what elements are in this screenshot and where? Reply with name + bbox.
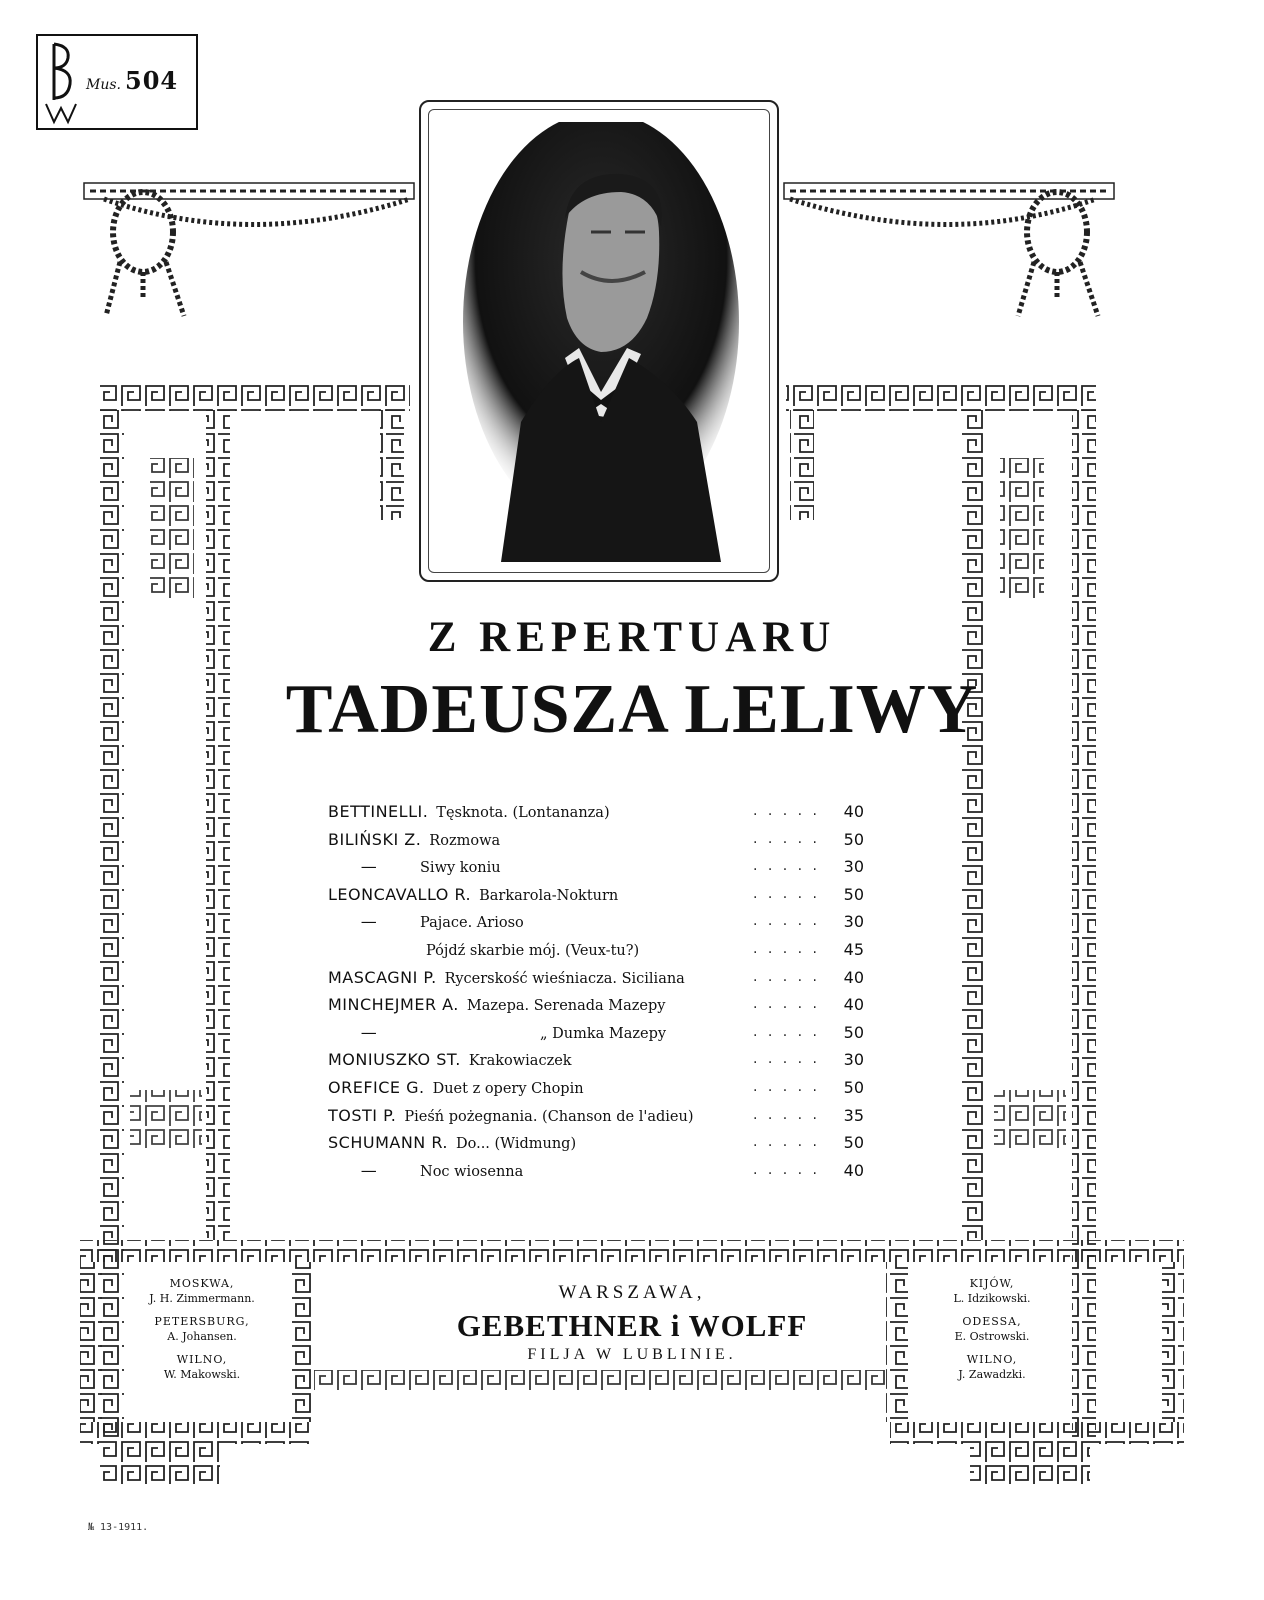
- leader-dots: . . . . .: [752, 940, 820, 957]
- composer-name: BILIŃSKI Z.: [328, 829, 422, 849]
- leader-dots: . . . . .: [752, 885, 820, 902]
- repertoire-row: [328, 1157, 868, 1185]
- work-title: Pajace. Arioso: [420, 915, 524, 932]
- leader-dots: . . . . .: [752, 858, 820, 875]
- leader-dots: . . . . .: [752, 1161, 820, 1178]
- work-title: Siwy koniu: [420, 860, 501, 877]
- work-title: Barkarola-Nokturn: [479, 887, 619, 904]
- agent-city: WILNO,: [966, 1353, 1018, 1366]
- repertoire-row: [328, 1046, 868, 1074]
- leader-dots: . . . . .: [752, 968, 820, 985]
- composer-name: MINCHEJMER A.: [328, 995, 459, 1015]
- agent-name: J. Zawadzki.: [958, 1368, 1026, 1381]
- agent-name: W. Makowski.: [163, 1368, 241, 1381]
- composer-name: —: [360, 1022, 378, 1042]
- price: 50: [843, 884, 864, 904]
- shelf-prefix: Mus.: [86, 77, 121, 93]
- work-title: Mazepa. Serenada Mazepy: [466, 998, 666, 1015]
- agent-city: PETERSBURG,: [154, 1315, 250, 1328]
- work-title: Duet z opery Chopin: [432, 1080, 584, 1097]
- work-title: „ Dumka Mazepy: [540, 1025, 667, 1042]
- price: 50: [843, 829, 864, 849]
- work-title: Do... (Widmung): [455, 1136, 577, 1153]
- composer-name: LEONCAVALLO R.: [328, 884, 472, 904]
- leader-dots: . . . . .: [752, 803, 820, 819]
- garland-left: [84, 183, 414, 316]
- page-heading: Z REPERTUARU: [427, 614, 837, 661]
- leader-dots: . . . . .: [752, 1134, 820, 1151]
- publisher-block: [330, 1282, 934, 1364]
- price: 45: [843, 939, 864, 959]
- repertoire-list: [328, 798, 868, 1184]
- composer-name: SCHUMANN R.: [328, 1133, 448, 1153]
- work-title: Pieśń pożegnania. (Chanson de l'adieu): [404, 1108, 694, 1125]
- repertoire-row: [328, 881, 868, 909]
- leader-dots: . . . . .: [752, 1078, 820, 1095]
- repertoire-row: [328, 798, 868, 826]
- work-title: Tęsknota. (Lontananza): [436, 805, 610, 821]
- price: 30: [843, 1050, 864, 1070]
- publisher-city: WARSZAWA,: [558, 1282, 706, 1303]
- price: 30: [843, 857, 864, 877]
- composer-name: OREFICE G.: [328, 1077, 425, 1097]
- agent-name: J. H. Zimmermann.: [149, 1292, 255, 1305]
- singer-name: TADEUSZA LELIWY: [285, 671, 979, 748]
- agent-city: MOSKWA,: [169, 1277, 235, 1290]
- agent-entry: [102, 1314, 302, 1344]
- repertoire-row: [328, 1102, 868, 1130]
- work-title: Rozmowa: [429, 832, 501, 849]
- agents-left: [102, 1276, 302, 1390]
- repertoire-row: [328, 908, 868, 936]
- agent-city: WILNO,: [176, 1353, 228, 1366]
- agent-name: L. Idzikowski.: [953, 1292, 1031, 1305]
- work-title: Noc wiosenna: [420, 1163, 524, 1180]
- composer-name: —: [360, 1160, 378, 1180]
- composer-name: MONIUSZKO ST.: [328, 1050, 461, 1070]
- price: 50: [843, 1077, 864, 1097]
- repertoire-row: [328, 936, 868, 964]
- leader-dots: . . . . .: [752, 996, 820, 1013]
- repertoire-row: [328, 1074, 868, 1102]
- catalog-number: № 13-1911.: [88, 1522, 149, 1533]
- price: 40: [843, 802, 864, 821]
- agent-entry: [892, 1276, 1092, 1306]
- publisher-branch: FILJA W LUBLINIE.: [527, 1346, 737, 1363]
- work-title: Krakowiaczek: [468, 1053, 572, 1070]
- repertoire-row: [328, 964, 868, 992]
- agent-name: E. Ostrowski.: [954, 1330, 1030, 1343]
- repertoire-row: [328, 1019, 868, 1047]
- leader-dots: . . . . .: [752, 1106, 820, 1123]
- composer-name: BETTINELLI.: [328, 802, 429, 821]
- price: 50: [843, 1133, 864, 1153]
- price: 50: [843, 1022, 864, 1042]
- repertoire-row: [328, 853, 868, 881]
- garland-right: [784, 183, 1114, 316]
- price: 40: [843, 995, 864, 1015]
- agent-name: A. Johansen.: [167, 1330, 237, 1343]
- price: 35: [843, 1105, 864, 1125]
- work-title: Pójdź skarbie mój. (Veux-tu?): [426, 942, 640, 959]
- agents-right: [892, 1276, 1092, 1390]
- repertoire-row: [328, 826, 868, 854]
- agent-city: ODESSA,: [962, 1315, 1022, 1328]
- portrait-photo: [461, 122, 741, 562]
- repertoire-row: [328, 1129, 868, 1157]
- publisher-name: GEBETHNER i WOLFF: [456, 1308, 808, 1343]
- leader-dots: . . . . .: [752, 913, 820, 930]
- leader-dots: . . . . .: [752, 830, 820, 847]
- composer-name: TOSTI P.: [328, 1105, 397, 1125]
- agent-entry: [102, 1352, 302, 1382]
- repertoire-row: [328, 991, 868, 1019]
- price: 30: [843, 912, 864, 932]
- shelf-number: 504: [125, 66, 179, 95]
- composer-name: —: [360, 857, 378, 877]
- agent-entry: [892, 1314, 1092, 1344]
- composer-name: —: [360, 912, 378, 932]
- leader-dots: . . . . .: [752, 1023, 820, 1040]
- work-title: Rycerskość wieśniacza. Siciliana: [444, 970, 685, 987]
- portrait-frame: [419, 100, 779, 582]
- price: 40: [843, 967, 864, 987]
- agent-entry: [892, 1352, 1092, 1382]
- agent-city: KIJÓW,: [969, 1277, 1015, 1290]
- price: 40: [843, 1160, 864, 1180]
- agent-entry: [102, 1276, 302, 1306]
- leader-dots: . . . . .: [752, 1051, 820, 1068]
- composer-name: MASCAGNI P.: [328, 967, 437, 987]
